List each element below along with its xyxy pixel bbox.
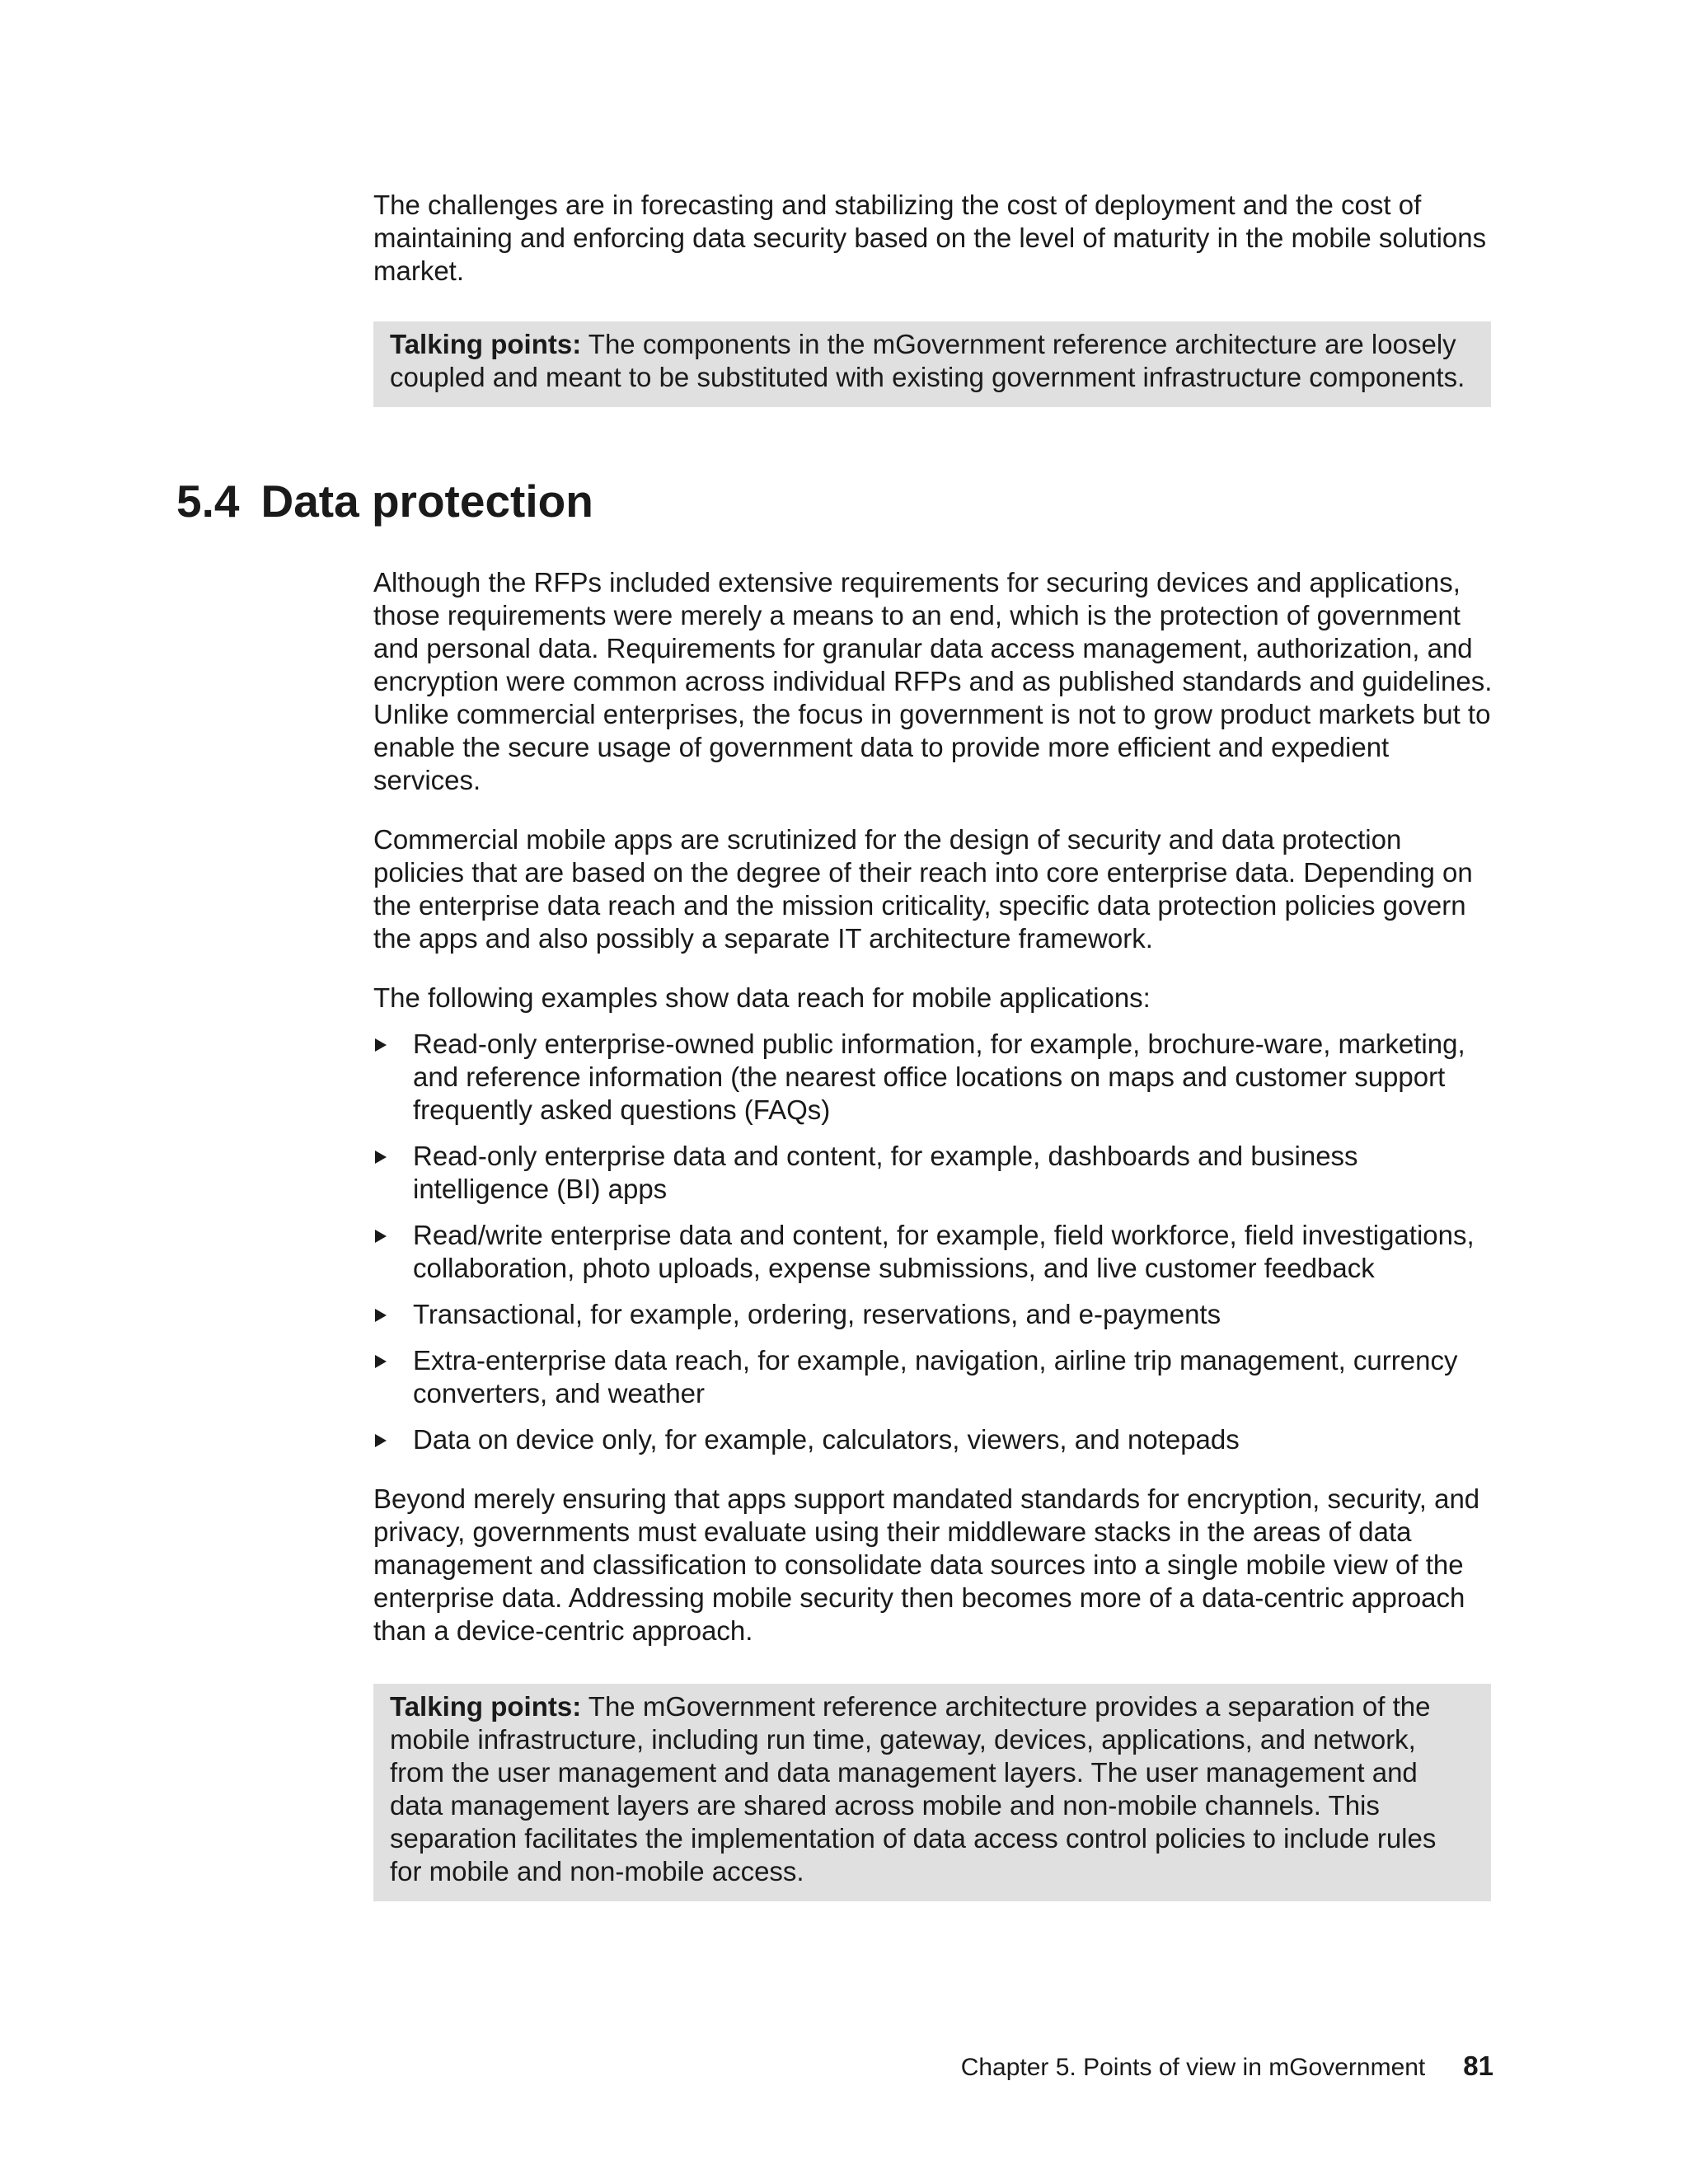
list-item-text: Read-only enterprise-owned public information, for example, brochure-ware, marketing, and reference information (the nearest office locations on maps and customer support frequently asked questions (FAQs) [413,1029,1465,1125]
paragraph-1: Although the RFPs included extensive requirements for securing devices and applications, those requirements were merely a means to an end, which is the protection of government and personal data. Requirements for granular data access management, authorization, and encryption were common across individual RFPs and as published standards and guidelines. Unlike commercial enterprises, the focus in government is not to grow product markets but to enable the secure usage of government data to provide more efficient and expedient services. [373,567,1493,795]
list-item-text: Read/write enterprise data and content, for example, field workforce, field investigations, collaboration, photo uploads, expense submissions, and live customer feedback [413,1220,1475,1283]
list-intro: The following examples show data reach for mobile applications: [373,982,1151,1013]
list-item-text: Extra-enterprise data reach, for example, navigation, airline trip management, currency converters, and weather [413,1345,1458,1408]
list-item-text: Data on device only, for example, calculators, viewers, and notepads [413,1424,1240,1455]
data-reach-list [373,1028,1494,1456]
section-title: Data protection [260,476,593,527]
section-body [373,566,1494,1647]
bullet-arrow-icon [375,1309,387,1322]
callout-1-body: The components in the mGovernment reference architecture are loosely coupled and meant to be substituted with existing government infrastructure components. [390,329,1465,392]
footer-chapter-title: Chapter 5. Points of view in mGovernment [960,2054,1426,2081]
list-item-text: Transactional, for example, ordering, reservations, and e-payments [413,1299,1221,1329]
talking-points-callout-1 [373,321,1491,407]
paragraph-2: Commercial mobile apps are scrutinized for the design of security and data protection policies that are based on the degree of their reach into core enterprise data. Depending on the enterprise data reach and the mission criticality, specific data protection policies govern the apps and also possibly a separate IT architecture framework. [373,824,1473,954]
page-footer [961,2050,1493,2084]
list-item [373,1298,1494,1331]
bullet-arrow-icon [375,1151,387,1164]
list-item [373,1140,1494,1206]
callout-2-label: Talking points: [390,1691,582,1722]
callout-1-text [390,328,1475,394]
list-item [373,1028,1494,1127]
list-item-text: Read-only enterprise data and content, for example, dashboards and business intelligence (BI) apps [413,1141,1358,1204]
intro-paragraph: The challenges are in forecasting and stabilizing the cost of deployment and the cost of maintaining and enforcing data security based on the level of maturity in the mobile solutions market. [373,190,1487,286]
page-number: 81 [1463,2050,1493,2081]
section-number: 5.4 [176,476,240,527]
list-item [373,1219,1494,1285]
callout-2-text [390,1690,1475,1888]
callout-2-body: The mGovernment reference architecture provides a separation of the mobile infrastructure, including run time, gateway, devices, applications, and network, from the user management and data management layers. The user management and data management layers are shared across mobile and non-mobile channels. This separation facilitates the implementation of data access control policies to include rules for mobile and non-mobile access. [390,1691,1437,1886]
bullet-arrow-icon [375,1434,387,1447]
bullet-arrow-icon [375,1230,387,1243]
section-heading [176,474,593,528]
bullet-arrow-icon [375,1038,387,1052]
bullet-arrow-icon [375,1355,387,1368]
talking-points-callout-2 [373,1684,1491,1901]
paragraph-3: Beyond merely ensuring that apps support mandated standards for encryption, security, and privacy, governments must evaluate using their middleware stacks in the areas of data management and classification to consolidate data sources into a single mobile view of the enterprise data. Addressing mobile security then becomes more of a data-centric approach than a device-centric approach. [373,1483,1480,1646]
callout-1-label: Talking points: [390,329,582,359]
list-item [373,1344,1494,1410]
list-item [373,1423,1494,1456]
